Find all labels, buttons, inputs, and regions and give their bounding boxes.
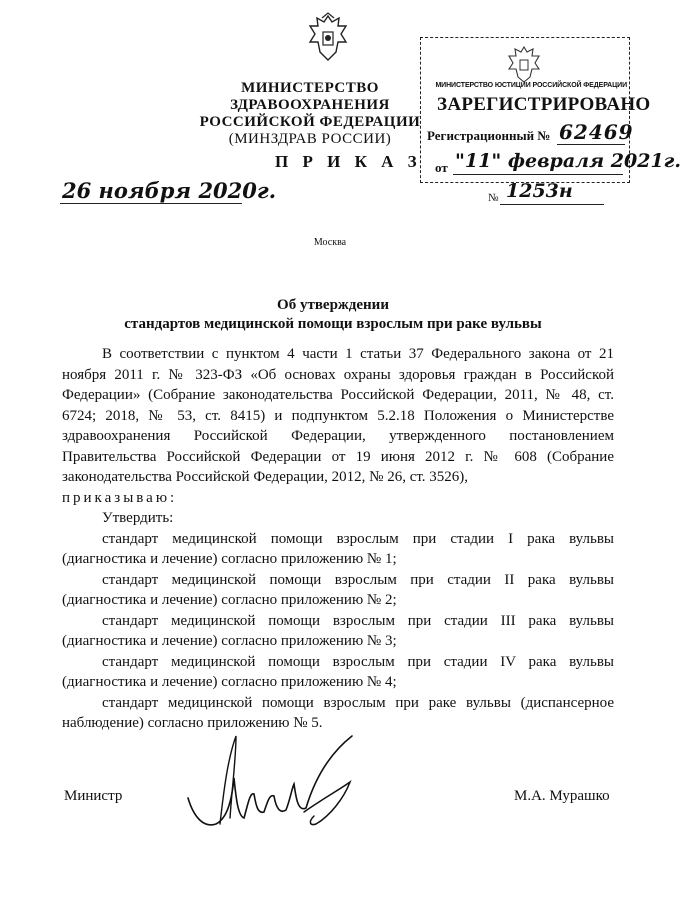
registration-number-label: Регистрационный № — [427, 128, 551, 143]
order-word: приказываю: — [62, 489, 178, 506]
document-title — [60, 296, 606, 334]
registration-stamp — [420, 37, 681, 183]
ministry-name-line2: РОССИЙСКОЙ ФЕДЕРАЦИИ — [199, 114, 421, 130]
list-item: стандарт медицинской помощи взрослым при стадии II рака вульвы (диагностика и лечение) согласно приложению № 2; — [62, 571, 614, 608]
preamble-paragraph — [62, 344, 614, 488]
stamp-eagle-icon — [505, 44, 543, 84]
document-date: 26 ноября 2020г. — [62, 178, 277, 203]
registration-date-underline — [453, 174, 623, 175]
signatory-position: Министр — [64, 788, 123, 804]
list-item: стандарт медицинской помощи взрослым при стадии I рака вульвы (диагностика и лечение) согласно приложению № 1; — [62, 530, 614, 567]
approve-paragraph — [62, 508, 614, 529]
coat-of-arms-icon — [306, 12, 350, 64]
approve-text: Утвердить: — [102, 510, 174, 526]
document-type: П Р И К А З — [275, 152, 422, 171]
ministry-name-line1: МИНИСТЕРСТВО ЗДРАВООХРАНЕНИЯ — [230, 80, 390, 113]
document-title-line2: стандартов медицинской помощи взрослым при раке вульвы — [124, 316, 542, 332]
ministry-header — [160, 80, 460, 148]
handwritten-signature — [174, 728, 374, 838]
document-date-underline — [60, 203, 242, 204]
document-city: Москва — [313, 237, 347, 248]
list-item: стандарт медицинской помощи взрослым при стадии IV рака вульвы (диагностика и лечение) согласно приложению № 4; — [62, 653, 614, 690]
document-number-label: № — [488, 192, 499, 204]
list-item: стандарт медицинской помощи взрослым при раке вульвы (диспансерное наблюдение) согласно приложению № 5. — [62, 694, 614, 731]
registration-date: "11" февраля 2021г. — [455, 150, 681, 172]
stamp-organization: МИНИСТЕРСТВО ЮСТИЦИИ РОССИЙСКОЙ ФЕДЕРАЦИИ — [435, 82, 627, 89]
registration-number-underline — [557, 144, 625, 145]
document-number-underline — [500, 204, 604, 205]
document-title-line1: Об утверждении — [277, 297, 389, 313]
document-number: 1253н — [506, 180, 573, 202]
signatory-name: М.А. Мурашко — [514, 788, 610, 804]
preamble-text: В соответствии с пунктом 4 части 1 статьи 37 Федерального закона от 21 ноября 2011 г. № 323-ФЗ «Об основах охраны здоровья граждан в Российской Федерации» (Собрание законодательства Российской Федерации, 2011, № 48, ст. 6724; 2018, № 53, ст. 8415) и подпунктом 5.2.18 Положения о Министерстве здравоохранения Российской Федерации, утвержденного постановлением Правительства Российской Федерации от 19 июня 2012 г. № 608 (Собрание законодательства Российской Федерации, 2012, № 26, ст. 3526), — [62, 346, 614, 485]
registration-date-label: от — [435, 160, 448, 175]
document-body — [62, 344, 614, 734]
ministry-short-name: (МИНЗДРАВ РОССИИ) — [228, 131, 392, 147]
order-word-paragraph — [62, 488, 614, 509]
stamp-status: ЗАРЕГИСТРИРОВАНО — [437, 94, 651, 115]
registration-number: 62469 — [559, 120, 634, 144]
list-item: стандарт медицинской помощи взрослым при стадии III рака вульвы (диагностика и лечение) согласно приложению № 3; — [62, 612, 614, 649]
